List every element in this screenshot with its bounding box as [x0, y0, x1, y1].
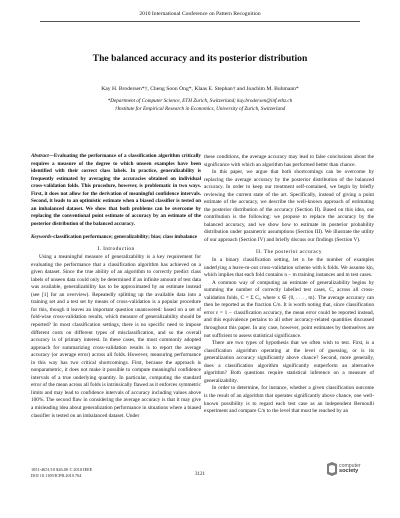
paragraph: these conditions, the average accuracy may lead to false conclusions about the significance with which an algorithm has performed better than chance. [204, 154, 374, 168]
keywords [31, 234, 201, 242]
issn-line: 1051-4651/10 $26.00 © 2010 IEEE [31, 467, 93, 472]
intro-paragraph: Using a meaningful measure of generalizability is a key requirement for evaluating the performance that a classification algorithm has achieved on a given dataset. Since the true ability of an algorithm to correctly predict class labels of unseen data could only be determined if an infinite amount of test data was available, generalizability has to be approximated by an estimate instead (see [1] for an overview). Repeatedly splitting up the available data into a training set and a test set by means of cross-validation is a popular procedure for this, though it leaves an important question unanswered: based on a set of fold-wise cross-validation results, which measure of generalizability should be reported? In most classification settings, there is no specific need to impose different costs on different types of misclassification, and so the overall accuracy is of primary interest. In these cases, the most commonly adopted approach for summarizing cross-validation results is to report the average accuracy (or average error) across all folds. However, measuring performance in this way has two critical shortcomings. First, because the approach is nonparametric, it does not make it possible to compute meaningful confidence intervals of a true underlying quantity. In particular, computing the standard error of the mean across all folds is intrinsically flawed as it enforces symmetric limits and may lead to confidence intervals of accuracy including values above 100%. The second flaw in considering the average accuracy is that it may give a misleading idea about generalization performance in situations where a biased classifier is tested on an imbalanced dataset. Under [31, 254, 201, 419]
section-heading-posterior-accuracy: II. The posterior accuracy [256, 248, 322, 255]
left-column [31, 153, 201, 420]
paragraph: In a binary classification setting, let n be the number of examples underlying a leave-m-out cross-validation scheme with k folds. We assume k|n, which implies that each fold contains n − m training instances and m test cases. [204, 257, 374, 279]
paper-title: The balanced accuracy and its posterior distribution [92, 53, 308, 64]
paragraph: In order to determine, for instance, whether a given classification outcome is the result of an algorithm that operates significantly above chance, one well-known possibility is to regard each test case as an independent Bernoulli experiment and compare C/n to the level that must be reached by an [204, 385, 374, 415]
affiliation-2: †Institute for Empirical Research in Economics, University of Zurich, Switzerland [114, 106, 286, 112]
logo-text-society: society [339, 468, 359, 474]
author-list: Kay H. Brodersen*†, Cheng Soon Ong*, Klaas E. Stephan† and Joachim M. Buhmann* [101, 86, 299, 92]
paragraph: A common way of computing an estimate of generalizability begins by summing the number of correctly labelled test cases, C, across all cross-validation folds, C = Σ Cᵢ, where x ∈ {0, . . . , m}. The average accuracy can then be reported as the fraction C/n. It is worth noting that, since classification error ε = 1 − classification accuracy, the mean error could be reported instead, and this equivalence pertains to all other accuracy-related quantities discussed throughout this paper. In any case, however, point estimates by themselves are not sufficient to assess statistical significance. [204, 279, 374, 339]
right-column [204, 154, 374, 416]
section-heading-introduction: I. Introduction [97, 245, 135, 252]
conference-header: 2010 International Conference on Pattern Recognition [139, 11, 261, 17]
logo-text-computer: computer [339, 463, 361, 469]
abstract [31, 153, 201, 228]
paragraph: In this paper, we argue that both shortcomings can be overcome by replacing the average accuracy by the posterior distribution of the balanced accuracy. In order to keep our treatment self-contained, we begin by briefly reviewing the current state of the art. Specifically, instead of giving a point estimate of the accuracy, we describe the well-known approach of estimating the posterior distribution of the accuracy (Section II). Based on this idea, our contribution is the following: we propose to replace the accuracy by the balanced accuracy, and we show how to estimate its posterior probability distribution under parametric assumptions (Section III). We illustrate the utility of our approach (Section IV) and briefly discuss our findings (Section V). [204, 169, 374, 244]
abstract-text: —Evaluating the performance of a classification algorithm critically requires a measure of the degree to which unseen examples have been identified with their correct class labels. In practice, generalizability is frequently estimated by averaging the accuracies obtained on individual cross-validation folds. This procedure, however, is problematic in two ways. First, it does not allow for the derivation of meaningful confidence intervals. Second, it leads to an optimistic estimate when a biased classifier is tested on an imbalanced dataset. We show that both problems can be overcome by replacing the conventional point estimate of accuracy by an estimate of the posterior distribution of the balanced accuracy. [31, 153, 201, 227]
page-number: 3121 [195, 472, 205, 477]
affiliation-1: *Department of Computer Science, ETH Zurich, Switzerland; kay.brodersen@inf.ethz.ch [107, 98, 293, 104]
keywords-text: -classification performance; generalizability; bias; class imbalance [51, 234, 198, 240]
abstract-label: Abstract [31, 153, 49, 159]
paragraph: There are two types of hypothesis that we often wish to test. First, is a classification algorithm operating at the level of guessing, or is its generalization accuracy significantly above chance? Second, more generally, does a classification algorithm significantly outperform an alternative algorithm? Both questions require statistical inference on a measure of generalizability. [204, 340, 374, 384]
keywords-label: Keywords [31, 234, 52, 240]
doi-line: DOI 10.1109/ICPR.2010.764 [31, 472, 82, 478]
computer-society-logo [326, 462, 372, 478]
header-rule [40, 21, 360, 22]
computer-society-icon [326, 462, 338, 476]
